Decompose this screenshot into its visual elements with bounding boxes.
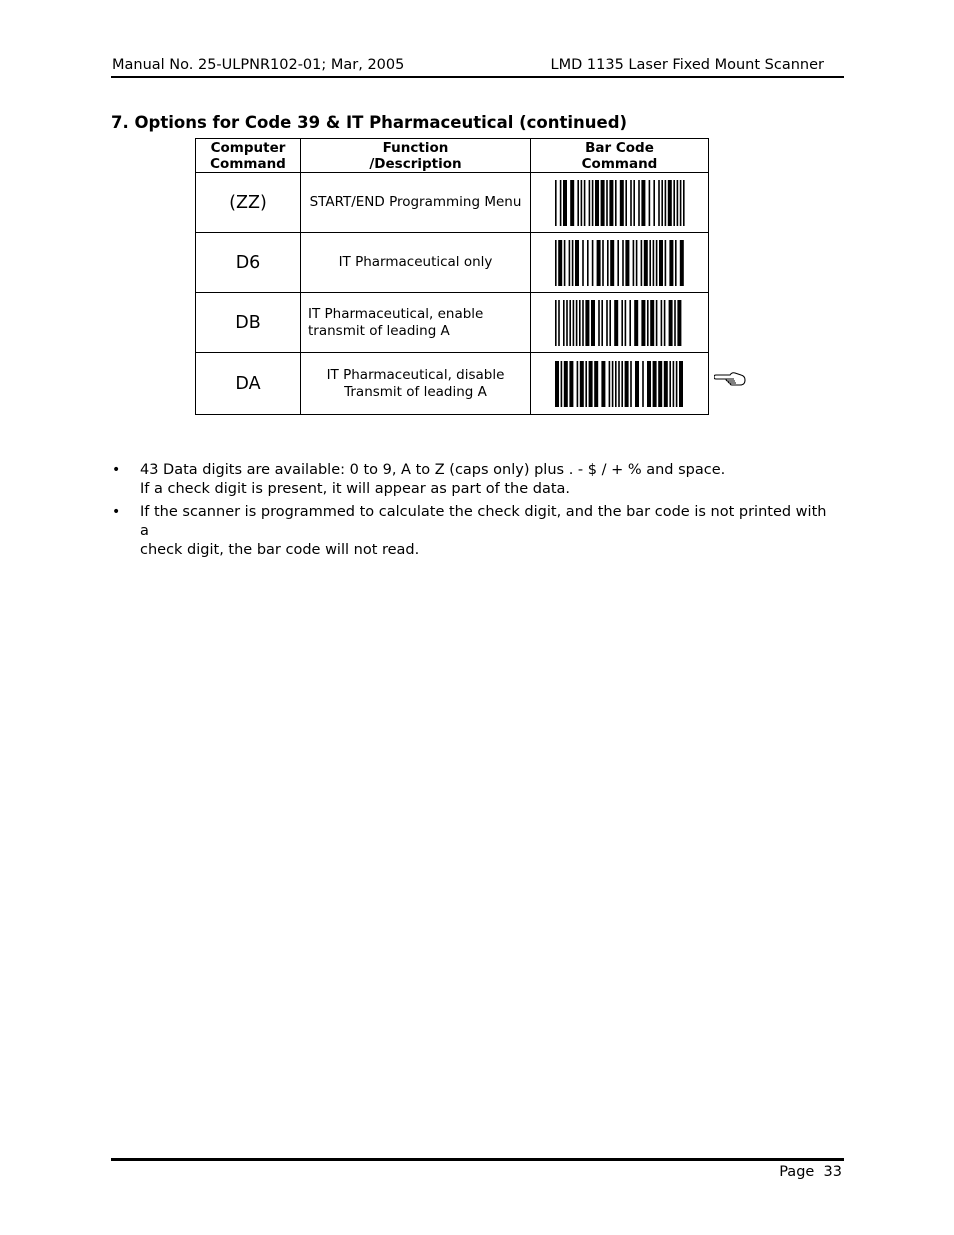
barcode-bar (659, 240, 663, 286)
barcode-bar (621, 300, 623, 346)
barcode-bar (602, 240, 604, 286)
bullet-dot: • (112, 504, 121, 520)
manual-number: Manual No. 25-ULPNR102-01; Mar, 2005 (112, 57, 405, 73)
barcode-bar (624, 300, 626, 346)
barcode-bar (619, 180, 623, 226)
barcode-bar (676, 180, 678, 226)
barcode-bar (608, 361, 610, 407)
barcode-bar (658, 180, 660, 226)
barcode-bar (588, 361, 592, 407)
barcode-bar (649, 240, 651, 286)
footer-rule (111, 1158, 844, 1161)
barcode-bar (653, 180, 655, 226)
options-table (195, 138, 709, 415)
barcode-cell (531, 173, 709, 233)
barcode-bar (598, 300, 600, 346)
table-row (196, 293, 709, 353)
barcode-bar (585, 361, 587, 407)
barcode-bar (555, 180, 557, 226)
barcode-bar (601, 361, 605, 407)
barcode-bar (652, 240, 654, 286)
table-row (196, 233, 709, 293)
barcode-bar (591, 300, 595, 346)
barcode-bar (625, 180, 627, 226)
barcode-bar (640, 240, 642, 286)
barcode-bar (595, 180, 599, 226)
barcode-bar (658, 361, 662, 407)
barcode-bar (652, 361, 656, 407)
barcode-cell (531, 353, 709, 415)
barcode-bar (596, 240, 600, 286)
barcode-bar (677, 300, 681, 346)
header-barcode-command: Bar Code Command (531, 139, 709, 173)
table-row (196, 353, 709, 415)
barcode-bar (563, 361, 567, 407)
barcode-bar (601, 300, 603, 346)
function-cell: IT Pharmaceutical, disable Transmit of leading A (301, 353, 531, 415)
barcode-bar (647, 300, 649, 346)
barcode-bar (575, 240, 579, 286)
function-cell: IT Pharmaceutical, enable transmit of leading A (301, 293, 531, 353)
barcode-bar (560, 361, 562, 407)
barcode-bar (563, 180, 567, 226)
barcode-bar (664, 240, 666, 286)
barcode-bar (679, 240, 683, 286)
barcode-bar (585, 300, 589, 346)
barcode-bar (615, 180, 617, 226)
barcode-bar (563, 240, 565, 286)
product-name: LMD 1135 Laser Fixed Mount Scanner (550, 57, 824, 73)
barcode-bar (647, 361, 651, 407)
barcode-bar (635, 240, 637, 286)
barcode-image (555, 361, 685, 407)
barcode-bar (669, 361, 671, 407)
barcode-bar (579, 361, 583, 407)
barcode-bar (611, 361, 613, 407)
barcode-cell (531, 233, 709, 293)
notes-list (111, 461, 831, 564)
barcode-bar (615, 361, 617, 407)
page-number: Page 33 (779, 1164, 842, 1180)
barcode-bar (660, 300, 662, 346)
barcode-bar (655, 300, 657, 346)
barcode-bar (583, 180, 585, 226)
command-cell: (ZZ) (196, 173, 301, 233)
pointing-hand-icon (714, 370, 746, 388)
barcode-bar (621, 361, 623, 407)
barcode-bar (661, 180, 663, 226)
barcode-bar (555, 300, 557, 346)
barcode-bar (563, 300, 565, 346)
header-computer-command: Computer Command (196, 139, 301, 173)
function-cell: START/END Programming Menu (301, 173, 531, 233)
barcode-bar (642, 361, 644, 407)
barcode-bar (610, 240, 614, 286)
barcode-bar (618, 361, 620, 407)
barcode-bar (577, 180, 579, 226)
barcode-bar (630, 180, 632, 226)
barcode-bar (632, 240, 634, 286)
barcode-bar (672, 361, 674, 407)
barcode-bar (663, 300, 665, 346)
barcode-bar (663, 361, 667, 407)
barcode-bar (600, 180, 604, 226)
barcode-bar (609, 180, 613, 226)
barcode-bar (580, 180, 582, 226)
command-cell: D6 (196, 233, 301, 293)
barcode-bar (667, 180, 671, 226)
barcode-bar (643, 240, 647, 286)
barcode-image (555, 240, 685, 286)
page-header (111, 56, 844, 78)
barcode-cell (531, 293, 709, 353)
barcode-bar (570, 180, 574, 226)
barcode-bar (679, 361, 683, 407)
bullet-dot: • (112, 462, 121, 478)
barcode-bar (587, 240, 589, 286)
function-cell: IT Pharmaceutical only (301, 233, 531, 293)
header-function-description: Function /Description (301, 139, 531, 173)
barcode-bar (591, 240, 593, 286)
barcode-bar (572, 300, 574, 346)
table-row (196, 173, 709, 233)
barcode-image (555, 300, 685, 346)
barcode-bar (668, 300, 672, 346)
barcode-bar (638, 180, 640, 226)
barcode-bar (558, 240, 562, 286)
barcode-bar (575, 300, 577, 346)
barcode-bar (594, 361, 598, 407)
barcode-bar (630, 361, 632, 407)
barcode-bar (582, 240, 584, 286)
barcode-bar (641, 180, 645, 226)
barcode-bar (607, 240, 609, 286)
barcode-bar (576, 361, 578, 407)
command-cell: DA (196, 353, 301, 415)
table-header-row (196, 139, 709, 173)
barcode-bar (614, 300, 618, 346)
barcode-bar (568, 240, 570, 286)
barcode-bar (679, 180, 681, 226)
barcode-bar (629, 300, 631, 346)
barcode-bar (555, 240, 557, 286)
barcode-bar (558, 300, 560, 346)
section-title: 7. Options for Code 39 & IT Pharmaceutical (continued) (111, 113, 628, 132)
barcode-bar (641, 300, 645, 346)
barcode-bar (650, 300, 654, 346)
barcode-bar (624, 361, 628, 407)
barcode-bar (622, 240, 624, 286)
barcode-image (555, 180, 685, 226)
barcode-bar (582, 300, 584, 346)
barcode-bar (569, 361, 573, 407)
barcode-bar (655, 240, 657, 286)
barcode-bar (566, 300, 568, 346)
list-item: • If the scanner is programmed to calculate the check digit, and the bar code is not printed with a check digit, the bar code will not read. (112, 504, 827, 558)
barcode-bar (606, 180, 608, 226)
barcode-bar (609, 300, 611, 346)
barcode-bar (675, 240, 677, 286)
barcode-bar (674, 300, 676, 346)
barcode-bar (648, 180, 650, 226)
barcode-bar (673, 180, 675, 226)
barcode-bar (569, 300, 571, 346)
barcode-bar (669, 240, 673, 286)
barcode-bar (588, 180, 590, 226)
barcode-bar (625, 240, 629, 286)
barcode-bar (555, 361, 559, 407)
barcode-bar (617, 240, 619, 286)
barcode-bar (571, 240, 573, 286)
barcode-bar (579, 300, 581, 346)
list-item: • 43 Data digits are available: 0 to 9, A to Z (caps only) plus . - $ / + % and space. If a check digit is present, it will appear as part of the data. (112, 462, 726, 497)
barcode-bar (634, 300, 638, 346)
barcode-bar (683, 180, 685, 226)
barcode-bar (591, 180, 593, 226)
barcode-bar (559, 180, 561, 226)
barcode-bar (633, 180, 635, 226)
barcode-bar (635, 361, 639, 407)
command-cell: DB (196, 293, 301, 353)
barcode-bar (675, 361, 677, 407)
barcode-bar (664, 180, 666, 226)
barcode-bar (606, 300, 608, 346)
